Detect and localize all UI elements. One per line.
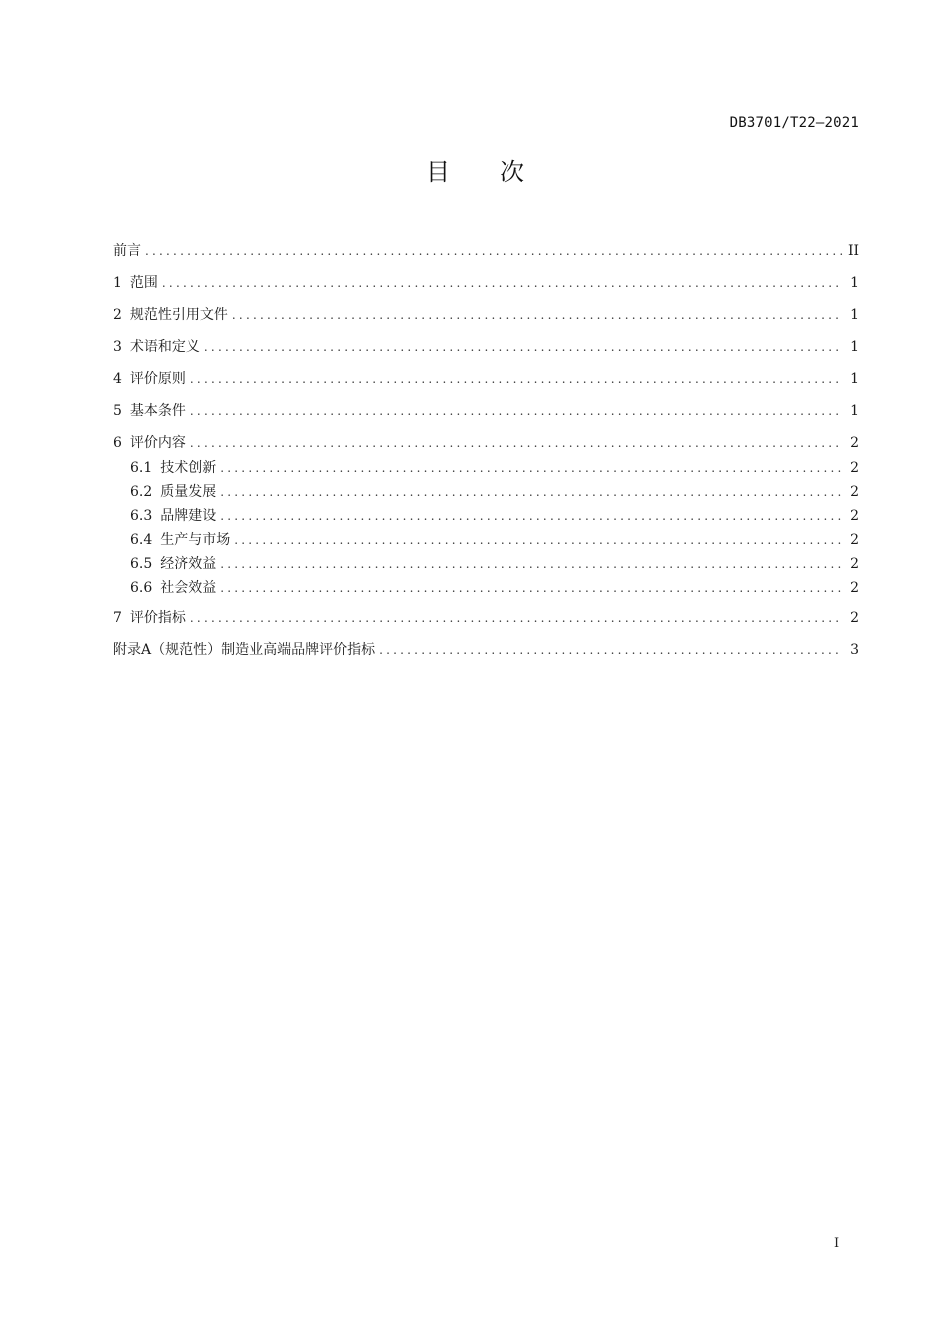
toc-entry-6-6[interactable]: [130, 578, 859, 598]
toc-entry-label: 5 基本条件: [113, 403, 186, 419]
toc-entry-page: 2: [850, 484, 859, 500]
toc-entry-label: 1 范围: [113, 275, 158, 291]
toc-entry-number: 1: [113, 275, 122, 291]
toc-leader-dots: [220, 482, 843, 502]
toc-leader-dots: [220, 578, 843, 598]
toc-entry-label: 6.5 经济效益: [130, 556, 217, 572]
document-code: DB3701/T22—2021: [729, 115, 859, 131]
toc-leader-dots: [232, 305, 843, 325]
toc-entry-6-2[interactable]: [130, 482, 859, 502]
toc-entry-number: 2: [113, 307, 122, 323]
toc-entry-number: 6.1: [130, 460, 153, 476]
toc-entry-foreword[interactable]: [113, 241, 859, 261]
toc-entry-number: 5: [113, 403, 122, 419]
toc-entry-1[interactable]: [113, 273, 859, 293]
toc-leader-dots: [204, 337, 843, 357]
toc-title: 目次: [426, 158, 574, 186]
toc-entry-page: 2: [850, 580, 859, 596]
toc-entry-label: 6 评价内容: [113, 435, 186, 451]
toc-entry-page: 2: [850, 556, 859, 572]
toc-entry-number: 6.2: [130, 484, 153, 500]
toc-entry-page: 2: [850, 435, 859, 451]
toc-entry-6-5[interactable]: [130, 554, 859, 574]
toc-entry-6-1[interactable]: [130, 458, 859, 478]
toc-entry-page: 1: [850, 403, 859, 419]
toc-entry-number: 6.6: [130, 580, 153, 596]
toc-entry-label: 2 规范性引用文件: [113, 307, 228, 323]
toc-entry-label: 6.2 质量发展: [130, 484, 217, 500]
page-number: I: [834, 1236, 840, 1251]
toc-entry-page: 2: [850, 460, 859, 476]
toc-entry-number: 4: [113, 371, 122, 387]
toc-entry-appendix-a[interactable]: [113, 640, 859, 660]
toc-leader-dots: [220, 458, 843, 478]
toc-entry-label: 3 术语和定义: [113, 339, 200, 355]
toc-entry-2[interactable]: [113, 305, 859, 325]
toc-entry-5[interactable]: [113, 401, 859, 421]
toc-entry-number: 6.3: [130, 508, 153, 524]
toc-entry-label: 4 评价原则: [113, 371, 186, 387]
toc-leader-dots: [190, 608, 843, 628]
toc-leader-dots: [190, 401, 843, 421]
toc-entry-page: 1: [850, 307, 859, 323]
toc-leader-dots: [234, 530, 843, 550]
toc-entry-6-3[interactable]: [130, 506, 859, 526]
toc-entry-label: 7 评价指标: [113, 610, 186, 626]
toc-entry-4[interactable]: [113, 369, 859, 389]
toc-entry-page: 2: [850, 610, 859, 626]
toc-entry-number: 3: [113, 339, 122, 355]
toc-entry-3[interactable]: [113, 337, 859, 357]
toc-leader-dots: [190, 433, 843, 453]
toc-entry-page: II: [847, 243, 859, 259]
toc-entry-page: 1: [850, 371, 859, 387]
toc-entry-number: 6.5: [130, 556, 153, 572]
toc-entry-page: 1: [850, 339, 859, 355]
toc-leader-dots: [145, 241, 843, 261]
toc-entry-label: 6.3 品牌建设: [130, 508, 217, 524]
toc-entry-label: 6.1 技术创新: [130, 460, 217, 476]
toc-entry-number: 6: [113, 435, 122, 451]
toc-entry-6[interactable]: [113, 433, 859, 453]
toc-entry-page: 1: [850, 275, 859, 291]
toc-leader-dots: [220, 554, 843, 574]
toc-entry-label: 6.6 社会效益: [130, 580, 217, 596]
toc-leader-dots: [220, 506, 843, 526]
toc-entry-page: 3: [850, 642, 859, 658]
toc-leader-dots: [190, 369, 843, 389]
toc-entry-label: 附录A（规范性）制造业高端品牌评价指标: [113, 642, 376, 658]
toc-entry-7[interactable]: [113, 608, 859, 628]
toc-entry-6-4[interactable]: [130, 530, 859, 550]
toc-entry-page: 2: [850, 532, 859, 548]
toc-entry-label: 前言: [113, 243, 141, 259]
toc-entry-page: 2: [850, 508, 859, 524]
toc-entry-number: 6.4: [130, 532, 153, 548]
toc-entry-number: 7: [113, 610, 122, 626]
toc-leader-dots: [379, 640, 843, 660]
toc-entry-label: 6.4 生产与市场: [130, 532, 231, 548]
toc-leader-dots: [162, 273, 843, 293]
